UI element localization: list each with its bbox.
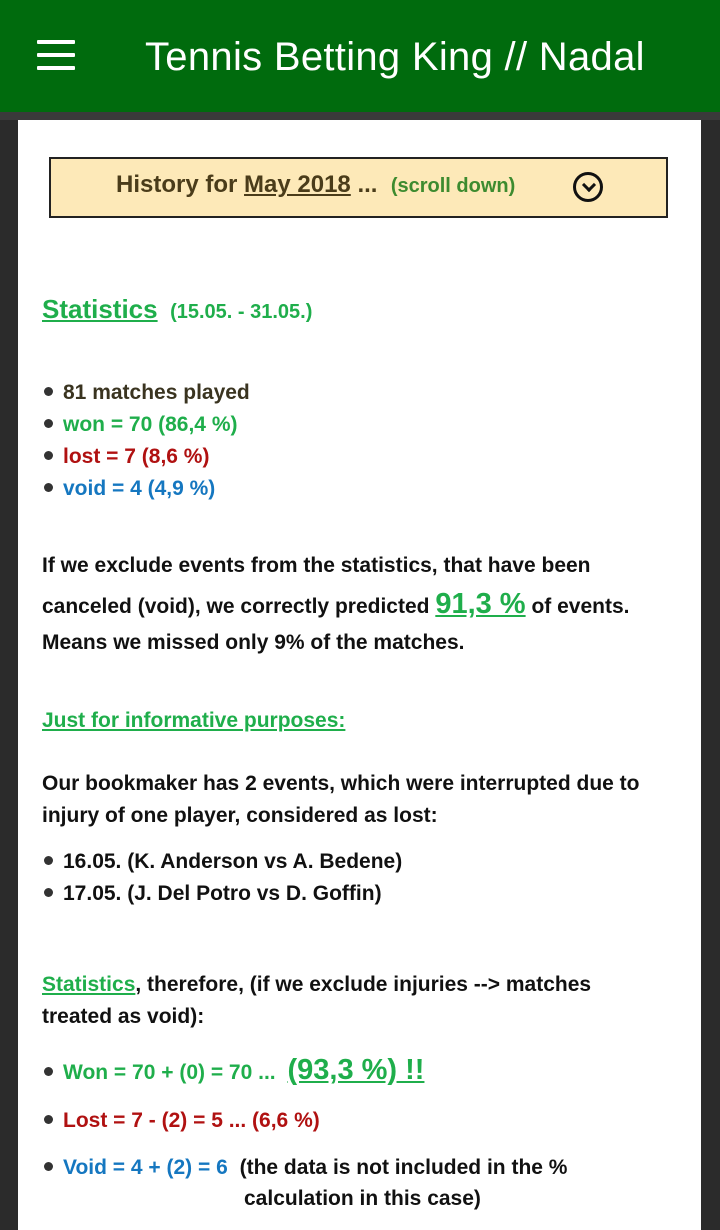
stat2-void: Void = 4 + (2) = 6 (the data is not included in the %	[44, 1156, 567, 1180]
exclude-line-1: If we exclude events from the statistics, that have been	[42, 554, 591, 577]
injury-event: 16.05. (K. Anderson vs A. Bedene)	[44, 850, 402, 874]
history-selector[interactable]	[49, 157, 668, 218]
app-bar	[0, 0, 720, 112]
history-month: May 2018	[244, 171, 351, 198]
exclude-line-2: canceled (void), we correctly predicted 91,3 % of events.	[42, 588, 630, 620]
statistics-heading[interactable]: Statistics	[42, 294, 158, 324]
chevron-down-icon[interactable]	[573, 172, 603, 202]
history-hint: (scroll down)	[390, 175, 516, 197]
stats2-line-1: Statistics, therefore, (if we exclude injuries --> matches	[42, 973, 592, 996]
app-bar-shadow	[0, 112, 720, 120]
content-sheet	[18, 120, 701, 1230]
info-line-1: Our bookmaker has 2 events, which were interrupted due to	[42, 772, 640, 795]
stat-lost: lost = 7 (8,6 %)	[44, 445, 209, 469]
stat-void: void = 4 (4,9 %)	[44, 477, 215, 501]
injury-event: 17.05. (J. Del Potro vs D. Goffin)	[44, 882, 382, 906]
stat-won: won = 70 (86,4 %)	[44, 413, 237, 437]
statistics-link[interactable]: Statistics	[42, 973, 136, 996]
won-percentage: (93,3 %) !!	[287, 1054, 425, 1086]
stats2-line-2: treated as void):	[42, 1005, 205, 1028]
stat2-won: Won = 70 + (0) = 70 ... (93,3 %) !!	[44, 1054, 424, 1087]
statistics-heading-row	[42, 294, 312, 325]
info-heading: Just for informative purposes:	[42, 709, 346, 732]
info-line-2: injury of one player, considered as lost:	[42, 804, 438, 827]
app-title: Tennis Betting King // Nadal	[145, 35, 645, 79]
history-label: History for May 2018 ... (scroll down)	[116, 171, 516, 198]
stat2-lost: Lost = 7 - (2) = 5 ... (6,6 %)	[44, 1109, 320, 1133]
stat-matches-played: 81 matches played	[44, 381, 250, 405]
exclude-line-3: Means we missed only 9% of the matches.	[42, 631, 465, 654]
stat2-void-cont: calculation in this case)	[244, 1187, 481, 1210]
statistics-range: (15.05. - 31.05.)	[170, 301, 313, 323]
menu-icon[interactable]	[37, 40, 75, 70]
correct-percentage: 91,3 %	[435, 588, 526, 620]
